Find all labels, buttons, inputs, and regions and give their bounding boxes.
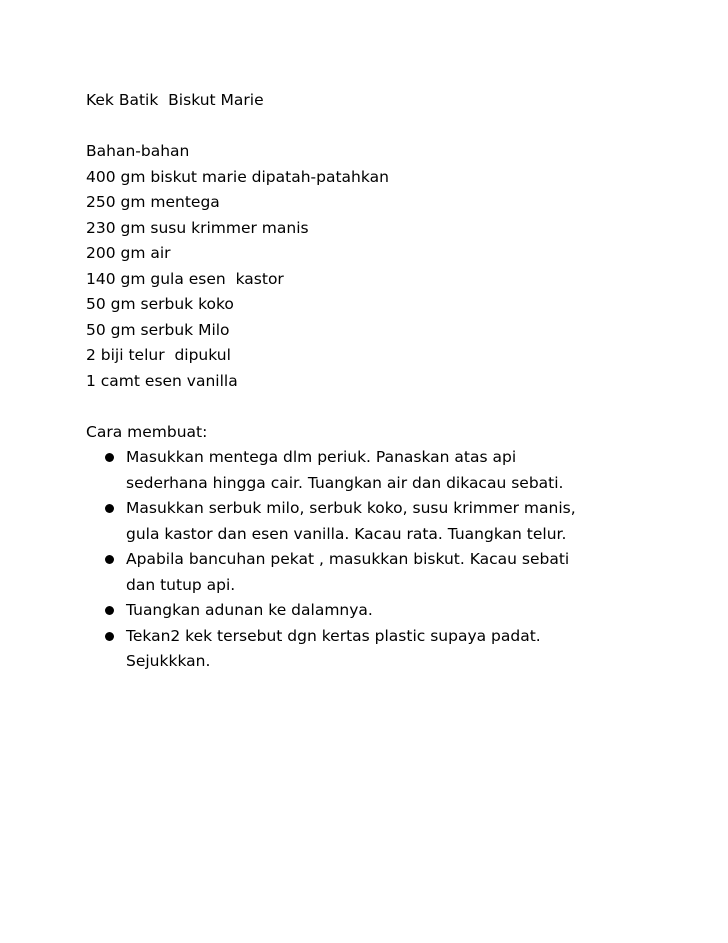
method-step [86, 547, 666, 598]
method-step-text: Tuangkan adunan ke dalamnya. [126, 601, 373, 619]
method-step [86, 624, 666, 675]
recipe-title: Kek Batik Biskut Marie [86, 91, 264, 109]
bullet-icon [105, 555, 114, 564]
method-steps-list [86, 445, 666, 675]
ingredient-item: 50 gm serbuk koko [86, 295, 234, 313]
method-step-text: Apabila bancuhan pekat , masukkan biskut. Kacau sebati dan tutup api. [126, 550, 570, 594]
method-step-text: Masukkan mentega dlm periuk. Panaskan atas api sederhana hingga cair. Tuangkan air dan dikacau sebati. [126, 448, 564, 492]
ingredient-item: 200 gm air [86, 244, 171, 262]
ingredient-item: 230 gm susu krimmer manis [86, 218, 309, 237]
method-step [86, 496, 666, 547]
ingredients-heading: Bahan-bahan [86, 142, 190, 160]
method-heading: Cara membuat: [86, 422, 208, 441]
bullet-icon [105, 504, 114, 513]
bullet-icon [105, 453, 114, 462]
ingredient-item: 250 gm mentega [86, 193, 220, 211]
bullet-icon [105, 606, 114, 615]
blank-line [86, 114, 666, 140]
ingredient-item: 400 gm biskut marie dipatah-patahkan [86, 167, 389, 186]
ingredient-item: 140 gm gula esen kastor [86, 269, 284, 288]
blank-line [86, 394, 666, 420]
recipe-document [86, 88, 666, 675]
method-step-text: Tekan2 kek tersebut dgn kertas plastic supaya padat. Sejukkkan. [126, 626, 541, 670]
method-step-text: Masukkan serbuk milo, serbuk koko, susu krimmer manis, gula kastor dan esen vanilla. Kacau rata. Tuangkan telur. [126, 499, 576, 543]
ingredient-item: 50 gm serbuk Milo [86, 320, 230, 339]
method-step [86, 598, 666, 624]
method-step [86, 445, 666, 496]
ingredient-item: 1 camt esen vanilla [86, 371, 238, 390]
bullet-icon [105, 632, 114, 641]
ingredient-item: 2 biji telur dipukul [86, 346, 231, 364]
